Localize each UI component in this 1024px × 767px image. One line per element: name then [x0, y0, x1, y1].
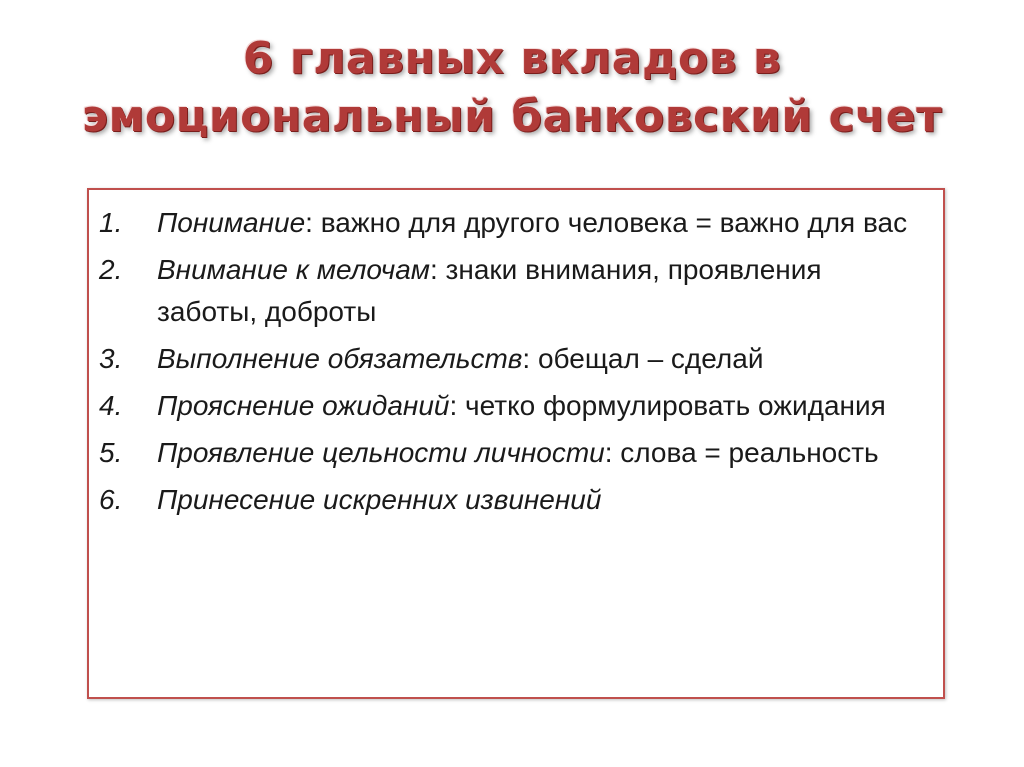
contributions-list — [89, 190, 943, 521]
item-number: 5. — [99, 437, 123, 468]
list-item — [99, 432, 923, 474]
item-term: Выполнение обязательств — [157, 343, 523, 374]
item-term: Понимание — [157, 207, 306, 238]
item-number: 1. — [99, 207, 123, 238]
list-item — [99, 202, 923, 244]
item-description: : обещал – сделай — [522, 343, 764, 374]
item-text — [157, 249, 923, 333]
item-text — [157, 338, 923, 380]
item-term: Проявление цельности личности — [157, 437, 605, 468]
item-number: 6. — [99, 484, 123, 515]
item-term: Внимание к мелочам — [157, 254, 430, 285]
item-text — [157, 432, 923, 474]
item-description: : слова = реальность — [604, 437, 879, 468]
slide-title-line-2: эмоциональный банковский счет — [81, 91, 943, 142]
item-description: : знаки внимания, проявления заботы, доброты — [157, 254, 822, 327]
list-item — [99, 385, 923, 427]
slide-title-line-1: 6 главных вкладов в — [242, 33, 782, 84]
slide-title — [0, 30, 1024, 146]
item-description: : важно для другого человека = важно для вас — [305, 207, 908, 238]
item-term: Принесение искренних извинений — [157, 484, 602, 515]
list-item — [99, 338, 923, 380]
item-number: 4. — [99, 390, 123, 421]
item-text — [157, 202, 923, 244]
list-item — [99, 479, 923, 521]
item-text — [157, 385, 923, 427]
item-description: : четко формулировать ожидания — [449, 390, 886, 421]
item-term: Прояснение ожиданий — [157, 390, 450, 421]
list-item — [99, 249, 923, 333]
item-number: 2. — [99, 254, 123, 285]
content-box — [87, 188, 945, 699]
item-number: 3. — [99, 343, 123, 374]
item-text — [157, 479, 923, 521]
